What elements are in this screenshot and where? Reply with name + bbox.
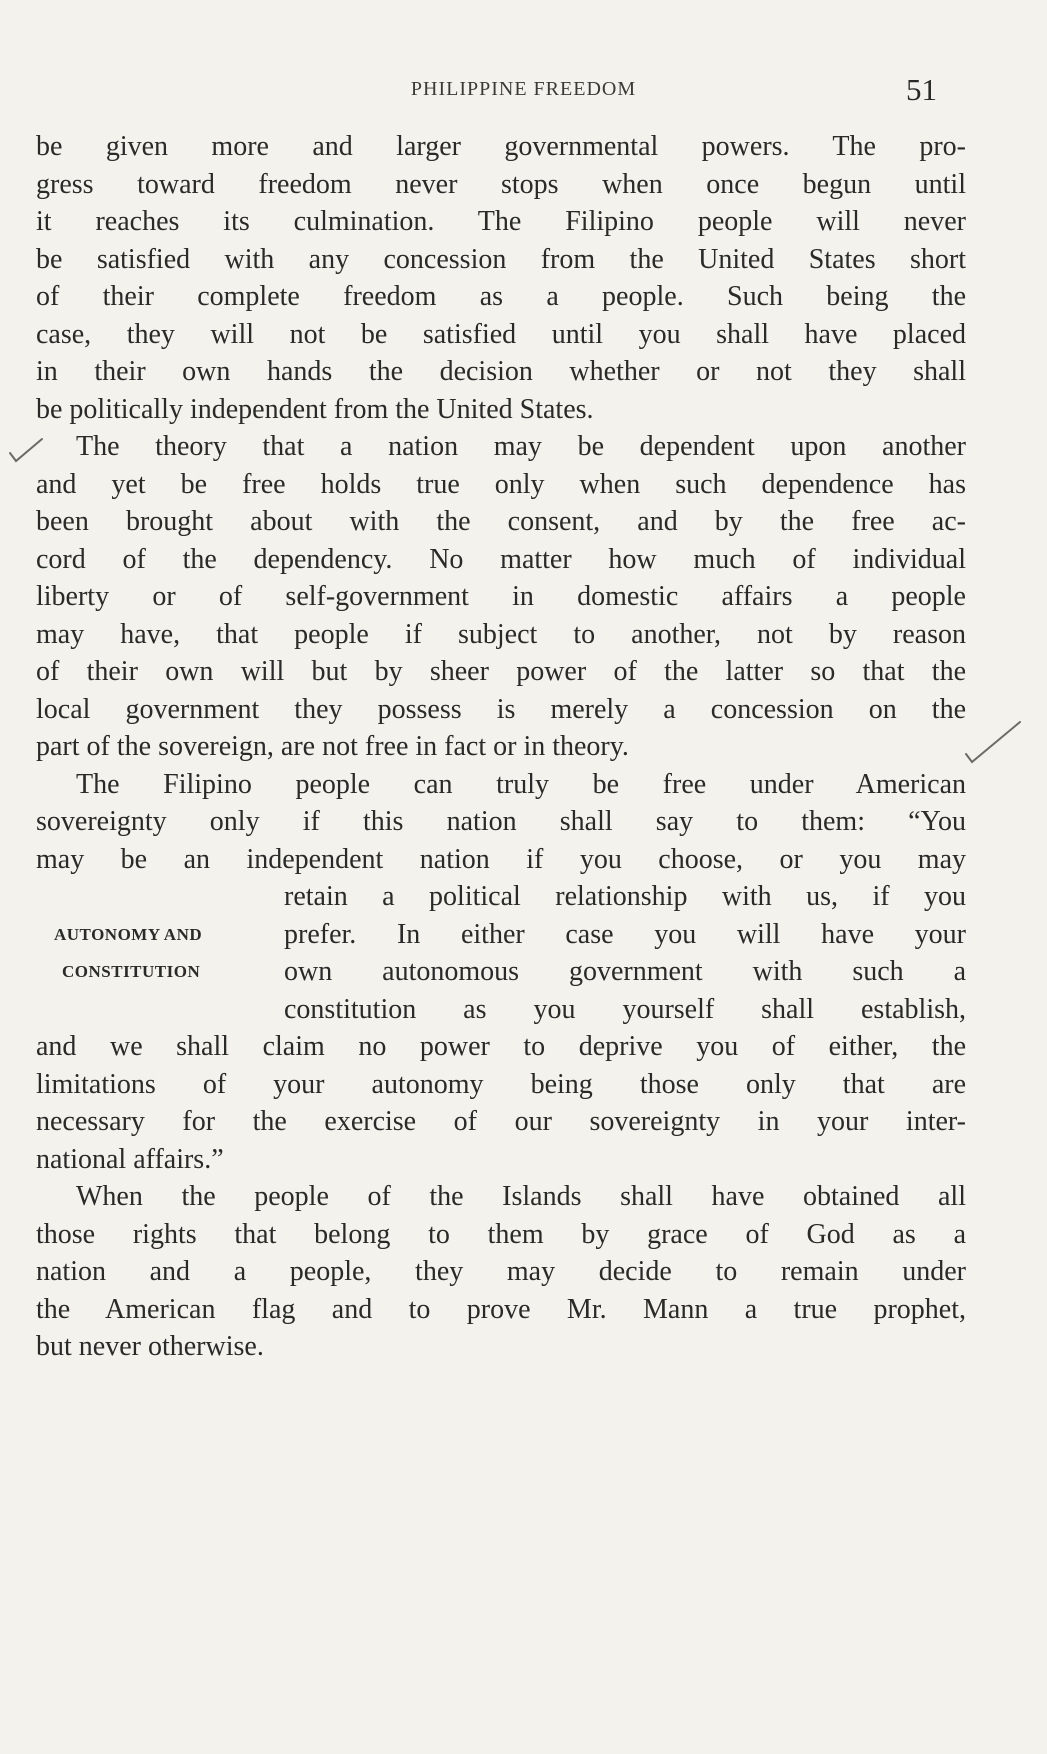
text-line: cord of the dependency. No matter how much of individual bbox=[36, 543, 966, 575]
text-line: in their own hands the decision whether or not they shall bbox=[36, 356, 966, 387]
margin-sidenote-line: AUTONOMY AND bbox=[54, 924, 203, 944]
text-line: may have, that people if subject to another, not by reason bbox=[36, 618, 966, 650]
text-line: the American flag and to prove Mr. Mann a true prophet, bbox=[36, 1293, 966, 1325]
sidenote-row bbox=[36, 953, 966, 991]
body-text bbox=[36, 128, 966, 1366]
text-line: part of the sovereign, are not free in fact or in theory. bbox=[36, 731, 629, 762]
paragraph bbox=[36, 128, 966, 428]
text-line: those rights that belong to them by grace of God as a bbox=[36, 1218, 966, 1250]
text-line: may be an independent nation if you choose, or you may bbox=[36, 843, 966, 875]
text-line: nation and a people, they may decide to remain under bbox=[36, 1256, 966, 1287]
text-line: it reaches its culmination. The Filipino people will never bbox=[36, 206, 966, 237]
page-number: 51 bbox=[906, 72, 937, 107]
text-line: of their complete freedom as a people. Such being the bbox=[36, 281, 966, 312]
text-line: but never otherwise. bbox=[36, 1331, 264, 1362]
text-line: The Filipino people can truly be free under American bbox=[76, 768, 966, 800]
sidenote-row bbox=[36, 916, 966, 954]
text-line: own autonomous government with such a bbox=[284, 956, 966, 987]
text-line: of their own will but by sheer power of the latter so that the bbox=[36, 656, 966, 687]
text-line: be politically independent from the United States. bbox=[36, 393, 594, 425]
running-head bbox=[0, 72, 1047, 112]
text-line: retain a political relationship with us, if you bbox=[284, 881, 966, 912]
paragraph bbox=[36, 428, 966, 766]
paragraph bbox=[36, 766, 966, 1179]
margin-sidenote-line: CONSTITUTION bbox=[62, 962, 201, 981]
text-line: case, they will not be satisfied until you shall have placed bbox=[36, 318, 966, 350]
text-line: When the people of the Islands shall have obtained all bbox=[76, 1181, 966, 1212]
pencil-check-mark-icon bbox=[964, 718, 1024, 768]
text-line: be satisfied with any concession from the United States short bbox=[36, 243, 966, 275]
text-line: constitution as you yourself shall establish, bbox=[284, 993, 966, 1025]
text-line: gress toward freedom never stops when once begun until bbox=[36, 168, 966, 200]
text-line: and yet be free holds true only when such dependence has bbox=[36, 468, 966, 500]
text-line: necessary for the exercise of our sovereignty in your inter- bbox=[36, 1106, 966, 1137]
text-line: liberty or of self-government in domestic affairs a people bbox=[36, 581, 966, 612]
text-line: local government they possess is merely a concession on the bbox=[36, 693, 966, 725]
text-line: prefer. In either case you will have your bbox=[284, 918, 966, 950]
text-line: limitations of your autonomy being those only that are bbox=[36, 1068, 966, 1100]
paragraph bbox=[36, 1178, 966, 1366]
text-line: be given more and larger governmental powers. The pro- bbox=[36, 131, 966, 162]
text-line: and we shall claim no power to deprive you of either, the bbox=[36, 1031, 966, 1062]
text-line: national affairs.” bbox=[36, 1143, 224, 1175]
text-line: been brought about with the consent, and by the free ac- bbox=[36, 506, 966, 537]
text-line: The theory that a nation may be dependent upon another bbox=[76, 431, 966, 462]
text-line: sovereignty only if this nation shall say to them: “You bbox=[36, 806, 966, 837]
running-title: PHILIPPINE FREEDOM bbox=[410, 78, 637, 100]
